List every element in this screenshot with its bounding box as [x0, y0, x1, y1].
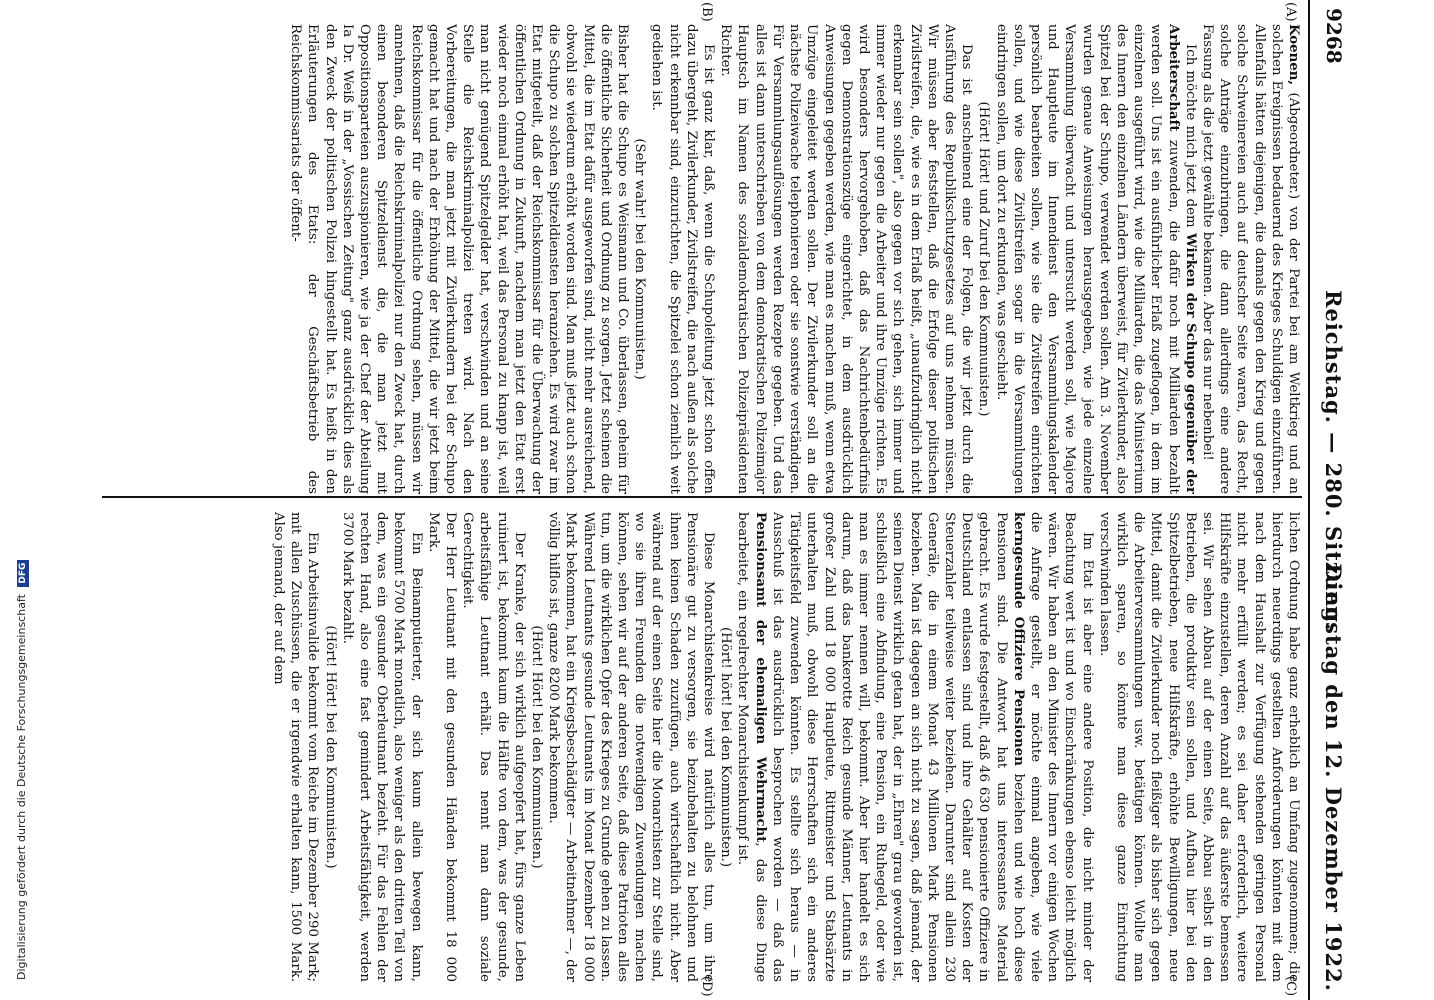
paragraph-text: Im Etat ist aber eine andere Position, die nicht minder der Beachtung wert ist und wo Einschränkungen ebenso leicht möglich wären. Wir haben an den Minister des Innern vor einigen Wochen die Anfrage gestellt, er möchte einmal angeben, wie viele: [1027, 512, 1095, 982]
paragraph-text: , das diese Dinge bearbeitet, ein regelrechter Monarchistenkumpf ist.: [735, 512, 768, 982]
speaker-name: Koenen,: [1286, 24, 1301, 86]
emphasized-text: kerngesunde Offiziere Pensionen: [1010, 512, 1026, 766]
paragraph: Diese Monarchistenkreise wird natürlich alles tun, um ihre Pensionäre gut zu versorgen, sie beizubehalten zu belohnen und ihnen keinen Schaden zuzufügen, auch wirtschaftlich nicht. Aber während auf der einen Seite hier die Monarchisten zur Stelle sind, wo sie ihren Freunden die notwendigen Zuwendungen machen können, sehen wir auf der anderen Seite, daß diese Patrioten alles tun, um die wirklichen Opfer des Krieges zu Grunde gehen zu lassen. Während Leutnants gesunde Leutnants im Monat Dezember 18 000 Mark bekommen, hat ein Kriegsbeschädigter — Arbeitnehmer —, der völlig hilflos ist, ganze 8200 Mark bekommen.: [546, 512, 717, 982]
paragraph: [992, 24, 1198, 494]
dfg-logo: DFG: [17, 560, 29, 587]
running-title: Reichstag. — 280. Sitzung.: [1321, 290, 1346, 632]
credit-text: Digitalisierung gefördert durch die Deutsche Forschungsgemeinschaft: [15, 594, 28, 980]
emphasized-text: Pensionsamt der ehemaligen Wehrmacht: [752, 512, 768, 843]
interjection: (Hört! Hört! und Zuruf bei den Kommunisten.): [976, 101, 992, 417]
paragraph: Ein Arbeitsinvalide bekommt vom Reiche im Dezember 290 Mark; mit allen Zuschüssen, die er irgendwie erhalten kann, 1500 Mark. Also jemand, der auf dem: [271, 512, 321, 982]
newspaper-page: [34, 0, 1354, 1000]
digitization-credit: [0, 0, 30, 1000]
speaker-role: Abgeordneter.: [1286, 97, 1301, 194]
paragraph-text: zuwenden, die dafür noch mit Milliarden bezahlt werden soll. Uns ist ein ausführlicher Erlaß zugeflogen, in dem im einzelnen ausgeführt wird, wie die Milliarden, die das Ministerium des Innern den einzelnen Ländern überweist, für Zivilerkunder, also Spitzel bei der Schupo, verwendet werden sollen. Am 3. November wurden genaue Anweisungen herausgegeben, wie jede einzelne Versammlung überwacht und untersucht werden soll, wie Majore und Hauptleute im Innendienst den Versammlungskalender persönlich bearbeiten sollen, wie sie die Zivilstreifen einrichten sollen, und wie diese Zivilstreifen sogar in die Versammlungen eindringen sollen, um dort zu erkunden, was geschieht.: [993, 24, 1181, 494]
margin-mark-a: (A): [1283, 2, 1298, 22]
interjection: (Hört! Hört! bei den Kommunisten.): [529, 625, 545, 869]
interjection: (Hört! Hört! bei den Kommunisten.): [322, 625, 338, 869]
emphasized-text: Wirken der Schupo gegenüber der Arbeiterschaft: [1165, 24, 1198, 494]
paragraph: Es ist ganz klar, daß, wenn die Schupoleitung jetzt schon offen dazu übergeht, Zivilerkunder, Zivilstreifen, die nach außen als solche nicht erkennbar sind, einzurichten, die Spitzelei schon ziemlich weit gediehen ist.: [649, 24, 717, 494]
paragraph: Bisher hat die Schupo es Weismann und Co. überlassen, geheim für die öffentliche Sicherheit und Ordnung zu sorgen. Jetzt scheinen die Mittel, die im Etat dafür ausgeworfen sind, nicht mehr ausreichend, obwohl sie wiederum erhöht worden sind. Man muß jetzt auch schon die Schupo zu solchen Spitzeldiensten heranziehen. Es wird zwar im Etat mitgeteilt, daß der Reichskommissar für die Überwachung der öffentlichen Ordnung in Zukunft, nachdem man jetzt den Etat erst wieder noch einmal erhöht hat, weil das Personal zu knapp ist, weil man nicht genügend Spitzelgelder hat, verschwinden und an seine Stelle die Reichskriminalpolizei treten wird. Nach den Vorbereitungen, die man jetzt mit Zivilerkundern bei der Schupo gemacht hat und nach der Erhöhung der Mittel, die wir jetzt beim Reichskommissar für die öffentliche Ordnung sehen, müssen wir annehmen, daß die Reichskriminalpolizei nur den Zweck hat, durch einen besonderen Spitzeldienst die, die man jetzt mit Oppositionsparteien auszuspionieren, wie ja der Chef der Abteilung Ia Dr. Weiß in der „Vossischen Zeitung" ganz ausdrücklich dies als den Zweck der politischen Polizei hingestellt hat. Es heißt in den Erläuterungen des Etats: der Geschäftsbetrieb des Reichskommissariats der öffent-: [288, 24, 631, 494]
interjection: (Sehr wahr! bei den Kommunisten.): [632, 138, 648, 380]
paragraph-text: Ich möchte mich jetzt dem: [1182, 44, 1198, 228]
column-divider: [102, 496, 1302, 498]
margin-mark-b: (B): [699, 2, 714, 22]
margin-mark-d: (D): [699, 976, 714, 997]
paragraph: Der Kranke, der sich wirklich aufgeopfert hat, fürs ganze Leben ruiniert ist, bekommt kaum die Hälfte von dem, was der gesunde, arbeitsfähige Leutnant erhält. Das nennt man dann soziale Gerechtigkeit.: [460, 512, 527, 982]
paragraph-text: von der Partei bei am Weltkrieg und an solchen Ereignissen bedauernd des Krieges Schuldigen einzuführen. Allenfalls hätten diejenigen, die damals gegen den Krieg und gegen solche Schweinereien auch auf deutscher Seite waren, das Recht, solche Anträge einzubringen, die dann allerdings eine andere Fassung als die jetzt gewählte bekamen. Aber das nur nebenbei!: [1199, 24, 1301, 494]
left-column: [92, 24, 1302, 494]
session-date: Dienstag den 12. Dezember 1922.: [1321, 563, 1346, 992]
paragraph: [734, 512, 1095, 982]
paragraph: Das ist anscheinend eine der Folgen, die wir jetzt durch die Ausführung des Republikschutzgesetzes auf uns nehmen müssen. Wir müssen aber feststellen, daß die Erfolge dieser politischen Zivilstreifen, die, wie es in dem Erlaß heißt, „unaufzudringlich nicht erkennbar sein sollen", also gegen vor sich gehen, sich immer und immer wieder nur gegen die Arbeiter und ihre Umzüge richten. Es wird besonders hervorgehoben, daß das Nachrichtenbedürfnis gegen Demonstrationszüge eingerichtet, in dem ausdrücklich Anweisungen gegeben werden, wie man es machen muß, wenn etwa Umzüge eingeleitet werden sollen. Der Zivilerkunder soll an die nächste Polizeiwache telephonieren oder sie sonstwie verständigen. Für Versammlungsauflösungen werden Rezepte gegeben. Und das alles ist dann unterschrieben von dem demokratischen Polizeimajor Hauptsch im Namen des sozialdemokratischen Polizeipräsidenten Richter.: [718, 24, 975, 494]
page-number: 9268: [1322, 8, 1346, 64]
interjection: (Hört! hört! bei den Kommunisten.): [718, 626, 734, 868]
paragraph: Ein Beinamputierter, der sich kaum allein bewegen kann, bekommt 5700 Mark monatlich, also weniger als den dritten Teil von dem, was ein gesunder Oberleutnant bezieht. Für das Fehlen der rechten Hand, also eine fast gemindert Arbeitsfähigkeit, werden 3700 Mark bezahlt.: [339, 512, 424, 982]
paragraph-text: beziehen und wie hoch diese Pensionen sind. Die Antwort hat uns interessantes Material gebracht. Es wurde festgestellt, daß 46 630 pensionierte Offiziere in Deutschland entlassen sind und ihre Gehälter auf Kosten der Steuerzahler teilweise weiter beziehen. Darunter sind allein 230 Generäle, die in einem Monat 43 Millionen Mark Pensionen beziehen. Man ist dagegen an sich nicht zu sagen, daß jemand, der seinen Dienst wirklich getan hat, der in „Ehren" grau geworden ist, schließlich eine Abfindung, eine Pension, ein Ruhegeld, oder wie man es immer nennen will, bekommt. Aber hier handelt es sich darum, daß das bankerotte Reich gesunde Männer, Leutnants in großer Zahl und 18 000 Hauptleute, Rittmeister und Stabsärzte unterhalten muß, obwohl diese Herrschaften sich ein anderes Tätigkeitsfeld zuwenden könnten. Es stellte sich heraus — in Ausschuß ist das ausdrücklich besprochen worden — daß das: [769, 512, 1026, 982]
paragraph: lichen Ordnung habe ganz erheblich an Umfang zugenommen; die hierdurch neuerdings gestellten Anforderungen könnten mit dem nach dem Haushalt zur Verfügung stehenden geringen Personal nicht mehr erfüllt werden; es sei daher erforderlich, weitere Hilfskräfte einzustellen, deren Anzahl auf das äußerste bemessen sei. Wir sehen Abbau auf der einen Seite, Abbau selbst in den Betrieben, die produktiv sein sollen, und Aufbau hier bei den Spitzelbetrieben, neue Hilfskräfte, erhöhte Bewilligungen, neue Mittel, damit die Zivilerkunder noch fleißiger als bisher sich gegen die Arbeiterversammlungen usw. betätigen können. Wollte man wirklich sparen, so könnte man diese ganze Einrichtung verschwinden lassen.: [1096, 512, 1301, 982]
page-header: [1308, 0, 1354, 1000]
paragraph: Der Herr Leutnant mit den gesunden Händen bekommt 18 000 Mark.: [425, 512, 459, 982]
right-column: [92, 512, 1302, 982]
margin-mark-c: (C): [1283, 976, 1298, 997]
paragraph: Koenen, (Abgeordneter.) von der Partei bei am Weltkrieg und an solchen Ereignissen bedauernd des Krieges Schuldigen einzuführen. Allenfalls hätten diejenigen, die damals gegen den Krieg und gegen solche Schweinereien auch auf deutscher Seite waren, das Recht, solche Anträge einzubringen, die dann allerdings eine andere Fassung als die jetzt gewählte bekamen. Aber das nur nebenbei!: [1199, 24, 1301, 494]
